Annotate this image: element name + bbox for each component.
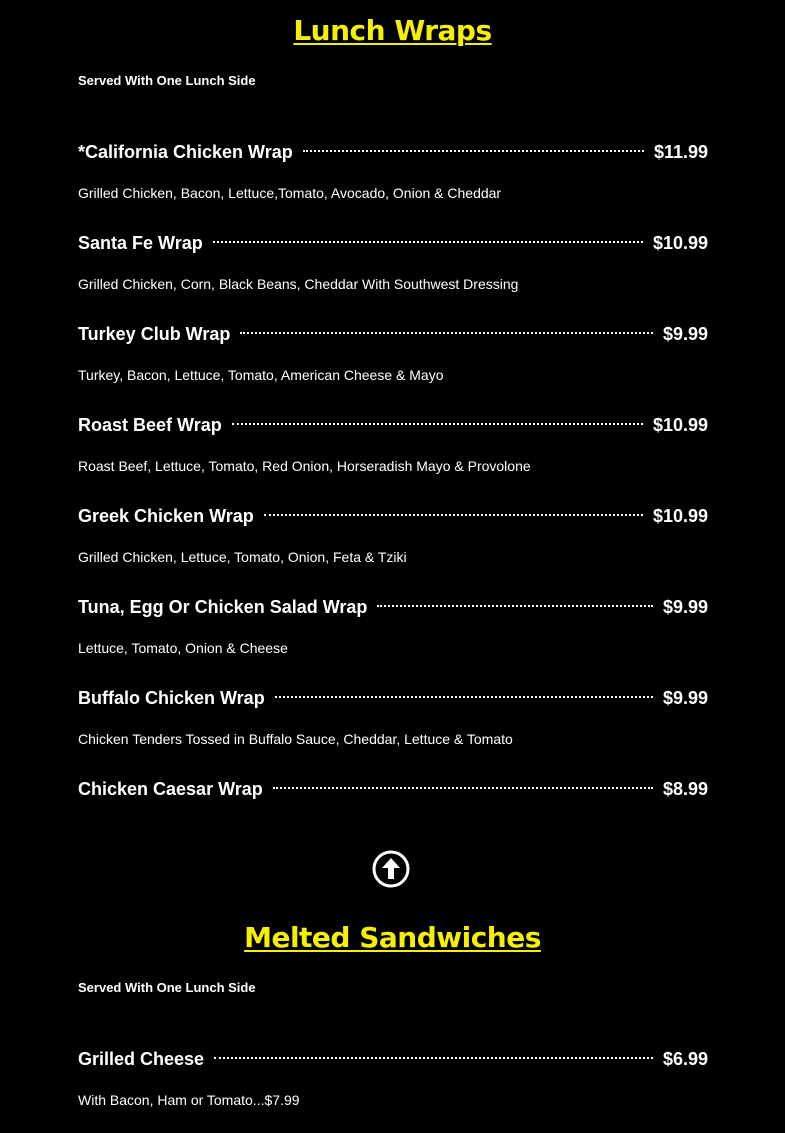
item-description: Roast Beef, Lettuce, Tomato, Red Onion, Horseradish Mayo & Provolone [78, 458, 531, 474]
item-name: Grilled Cheese [78, 1048, 205, 1069]
item-name: *California Chicken Wrap [78, 141, 293, 162]
item-name: Chicken Caesar Wrap [78, 778, 263, 799]
section-title-lunch-wraps: Lunch Wraps [293, 14, 492, 47]
menu-item-turkey-club-wrap [78, 321, 708, 347]
section-title-melted-sandwiches: Melted Sandwiches [244, 921, 541, 954]
item-price: $9.99 [662, 687, 708, 708]
item-price: $11.99 [653, 141, 708, 162]
item-name: Buffalo Chicken Wrap [78, 687, 265, 708]
menu-item-buffalo-chicken-wrap [78, 685, 708, 711]
menu-item-santa-fe-wrap [78, 230, 708, 256]
item-description: Grilled Chicken, Lettuce, Tomato, Onion, Feta & Tziki [78, 549, 407, 565]
section-subtitle-melted-sandwiches: Served With One Lunch Side [78, 980, 256, 995]
dotted-leader [240, 332, 653, 334]
menu-item-tuna-egg-chicken-salad-wrap [78, 594, 708, 620]
item-name: Santa Fe Wrap [78, 232, 203, 253]
dotted-leader [264, 514, 643, 516]
item-description: Chicken Tenders Tossed in Buffalo Sauce, Cheddar, Lettuce & Tomato [78, 731, 513, 747]
item-price: $6.99 [662, 1048, 708, 1069]
menu-item-greek-chicken-wrap [78, 503, 708, 529]
menu-item-california-chicken-wrap [78, 139, 708, 165]
item-price: $8.99 [662, 778, 708, 799]
item-description: Lettuce, Tomato, Onion & Cheese [78, 640, 288, 656]
item-description: Grilled Chicken, Bacon, Lettuce,Tomato, Avocado, Onion & Cheddar [78, 185, 502, 201]
dotted-leader [232, 423, 643, 425]
item-name: Turkey Club Wrap [78, 323, 231, 344]
item-price: $10.99 [652, 505, 708, 526]
dotted-leader [377, 605, 653, 607]
section-subtitle-lunch-wraps: Served With One Lunch Side [78, 73, 256, 88]
scroll-to-top-button[interactable] [371, 849, 411, 889]
dotted-leader [214, 1057, 653, 1059]
item-description: With Bacon, Ham or Tomato...$7.99 [78, 1092, 300, 1108]
item-name: Greek Chicken Wrap [78, 505, 254, 526]
menu-item-chicken-caesar-wrap [78, 776, 708, 802]
menu-item-grilled-cheese [78, 1046, 708, 1072]
item-price: $9.99 [662, 323, 708, 344]
dotted-leader [303, 150, 644, 152]
item-price: $9.99 [662, 596, 708, 617]
dotted-leader [273, 787, 653, 789]
item-price: $10.99 [652, 414, 708, 435]
item-name: Tuna, Egg Or Chicken Salad Wrap [78, 596, 368, 617]
dotted-leader [213, 241, 643, 243]
item-name: Roast Beef Wrap [78, 414, 222, 435]
dotted-leader [275, 696, 653, 698]
item-description: Grilled Chicken, Corn, Black Beans, Cheddar With Southwest Dressing [78, 276, 519, 292]
menu-item-roast-beef-wrap [78, 412, 708, 438]
arrow-up-circle-icon [371, 849, 411, 889]
item-description: Turkey, Bacon, Lettuce, Tomato, American Cheese & Mayo [78, 367, 444, 383]
item-price: $10.99 [652, 232, 708, 253]
